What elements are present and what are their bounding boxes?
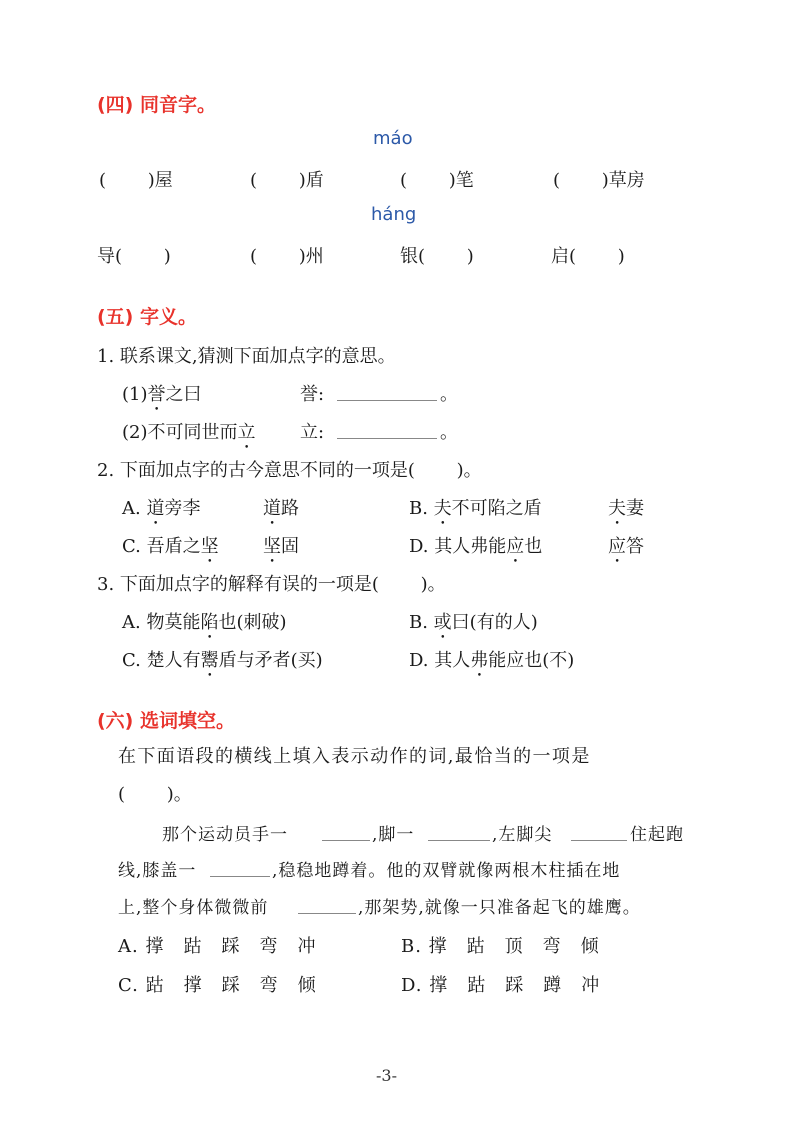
homophone-blank-8: 启( ) (551, 246, 625, 267)
passage-text: ,稳稳地蹲着。他的双臂就像两根木柱插在地 (272, 861, 621, 881)
homophone-blank-7: 银( ) (400, 246, 474, 267)
homophone-blank-5: 导( ) (97, 246, 171, 267)
question-1b-label: 立: (300, 422, 325, 443)
passage-text: 住起跑 (630, 825, 684, 845)
choice-option-b: B. 撑 跍 顶 弯 倾 (401, 936, 600, 957)
section-4-title: (四) 同音字。 (97, 94, 216, 116)
homophone-blank-1: ( )屋 (99, 170, 173, 191)
q3-option-b: B. 或曰(有的人) (409, 612, 538, 633)
q2-option-a-left: A. 道旁李 (122, 498, 201, 519)
question-1b: (2)不可同世而立 (122, 422, 256, 443)
passage-text: 上,整个身体微微前 (118, 898, 269, 918)
q2-option-d-right: 应答 (608, 536, 644, 557)
passage-text: 线,膝盖一 (118, 861, 197, 881)
q3-option-a: A. 物莫能陷也(刺破) (122, 612, 287, 633)
choice-option-d: D. 撑 跍 踩 蹲 冲 (401, 975, 601, 996)
page-number: -3- (376, 1066, 397, 1085)
pinyin-hang: háng (371, 204, 417, 225)
answer-line-1b[interactable] (337, 438, 437, 439)
question-1b-end: 。 (440, 422, 458, 443)
section-5-title: (五) 字义。 (97, 306, 197, 328)
choice-option-a: A. 撑 跍 踩 弯 冲 (118, 936, 317, 957)
section-6-prompt: 在下面语段的横线上填入表示动作的词,最恰当的一项是 (118, 746, 591, 767)
q2-option-d-left: D. 其人弗能应也 (409, 536, 543, 557)
section-6-answer-bracket: ( )。 (118, 784, 192, 805)
question-1a-label: 誉: (300, 384, 325, 405)
q2-option-c-right: 坚固 (263, 536, 299, 557)
homophone-blank-6: ( )州 (250, 246, 324, 267)
pinyin-mao: máo (373, 128, 413, 149)
homophone-blank-3: ( )笔 (400, 170, 474, 191)
passage-blank-4[interactable] (210, 876, 270, 877)
q2-option-b-right: 夫妻 (608, 498, 644, 519)
q2-option-a-right: 道路 (263, 498, 299, 519)
question-1: 1. 联系课文,猜测下面加点字的意思。 (97, 346, 396, 367)
q3-option-c: C. 楚人有鬻盾与矛者(买) (122, 650, 323, 671)
passage-blank-1[interactable] (322, 840, 370, 841)
passage-blank-5[interactable] (298, 913, 356, 914)
question-1a: (1)誉之曰 (122, 384, 202, 405)
q2-option-b-left: B. 夫不可陷之盾 (409, 498, 542, 519)
question-3: 3. 下面加点字的解释有误的一项是( )。 (97, 574, 446, 595)
passage-blank-2[interactable] (428, 840, 490, 841)
passage-text: ,那架势,就像一只准备起飞的雄鹰。 (358, 898, 641, 918)
homophone-blank-2: ( )盾 (250, 170, 324, 191)
passage-text: ,左脚尖 (492, 825, 553, 845)
passage-text: 那个运动员手一 (162, 825, 288, 845)
answer-line-1a[interactable] (337, 400, 437, 401)
choice-option-c: C. 跍 撑 踩 弯 倾 (118, 975, 317, 996)
q3-option-d: D. 其人弗能应也(不) (409, 650, 575, 671)
passage-blank-3[interactable] (571, 840, 627, 841)
question-2: 2. 下面加点字的古今意思不同的一项是( )。 (97, 460, 482, 481)
question-1a-end: 。 (440, 384, 458, 405)
homophone-blank-4: ( )草房 (553, 170, 645, 191)
passage-text: ,脚一 (372, 825, 415, 845)
section-6-title: (六) 选词填空。 (97, 710, 235, 732)
q2-option-c-left: C. 吾盾之坚 (122, 536, 219, 557)
